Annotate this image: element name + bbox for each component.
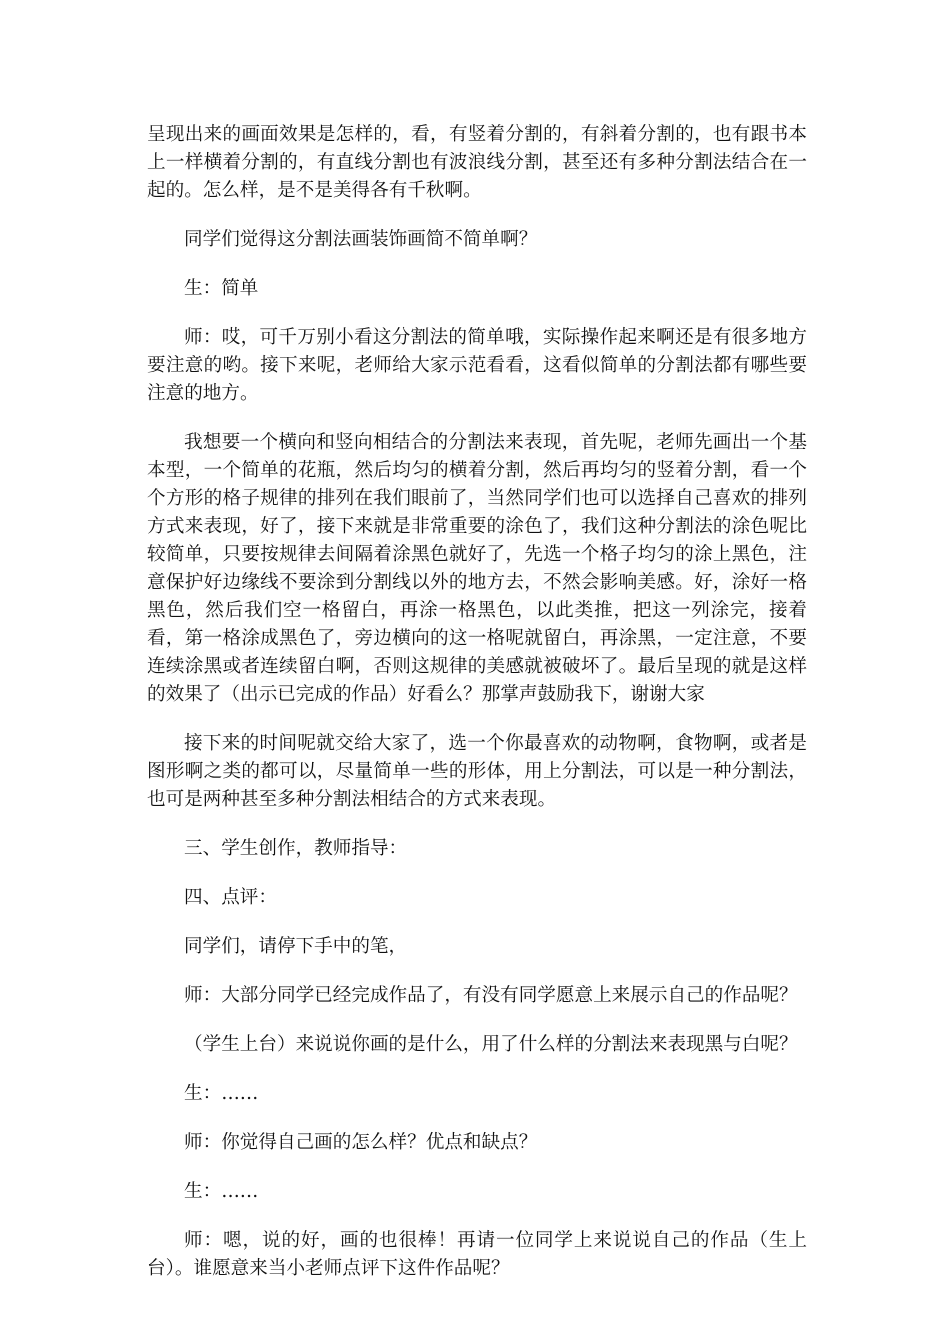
paragraph-11: （学生上台）来说说你画的是什么，用了什么样的分割法来表现黑与白呢？ [184, 1034, 798, 1055]
paragraph-9: 同学们，请停下手中的笔， [184, 936, 408, 957]
paragraph-12: 生：…… [184, 1083, 259, 1104]
document-page [147, 121, 807, 1304]
paragraph-4: 师：哎，可千万别小看这分割法的简单哦，实际操作起来啊还是有很多地方要注意的哟。接下来呢，老师给大家示范看看，这看似简单的分割法都有哪些要注意的地方。 [147, 327, 807, 404]
paragraph-5: 我想要一个横向和竖向相结合的分割法来表现，首先呢，老师先画出一个基本型，一个简单的花瓶，然后均匀的横着分割，然后再均匀的竖着分割，看一个个方形的格子规律的排列在我们眼前了，当然同学们也可以选择自己喜欢的排列方式来表现，好了，接下来就是非常重要的涂色了，我们这种分割法的涂色呢比较简单，只要按规律去间隔着涂黑色就好了，先选一个格子均匀的涂上黑色，注意保护好边缘线不要涂到分割线以外的地方去，不然会影响美感。好，涂好一格黑色，然后我们空一格留白，再涂一格黑色，以此类推，把这一列涂完，接着看，第一格涂成黑色了，旁边横向的这一格呢就留白，再涂黑，一定注意，不要连续涂黑或者连续留白啊，否则这规律的美感就被破坏了。最后呈现的就是这样的效果了（出示已完成的作品）好看么？那掌声鼓励我下，谢谢大家 [147, 432, 807, 705]
paragraph-1: 呈现出来的画面效果是怎样的，看，有竖着分割的，有斜着分割的，也有跟书本上一样横着分割的，有直线分割也有波浪线分割，甚至还有多种分割法结合在一起的。怎么样，是不是美得各有千秋啊。 [147, 124, 807, 201]
paragraph-2: 同学们觉得这分割法画装饰画简不简单啊？ [184, 229, 538, 250]
paragraph-15: 师：嗯，说的好，画的也很棒！再请一位同学上来说说自己的作品（生上台）。谁愿意来当小老师点评下这件作品呢？ [147, 1230, 807, 1279]
paragraph-10: 师：大部分同学已经完成作品了，有没有同学愿意上来展示自己的作品呢？ [184, 985, 798, 1006]
paragraph-6: 接下来的时间呢就交给大家了，选一个你最喜欢的动物啊，食物啊，或者是图形啊之类的都可以，尽量简单一些的形体，用上分割法，可以是一种分割法，也可是两种甚至多种分割法相结合的方式来表现。 [147, 733, 807, 810]
paragraph-13: 师：你觉得自己画的怎么样？优点和缺点？ [184, 1132, 538, 1153]
paragraph-3: 生：简单 [184, 278, 259, 299]
section-heading-4: 四、点评： [184, 887, 277, 908]
section-heading-3: 三、学生创作，教师指导： [184, 838, 408, 859]
paragraph-14: 生：…… [184, 1181, 259, 1202]
